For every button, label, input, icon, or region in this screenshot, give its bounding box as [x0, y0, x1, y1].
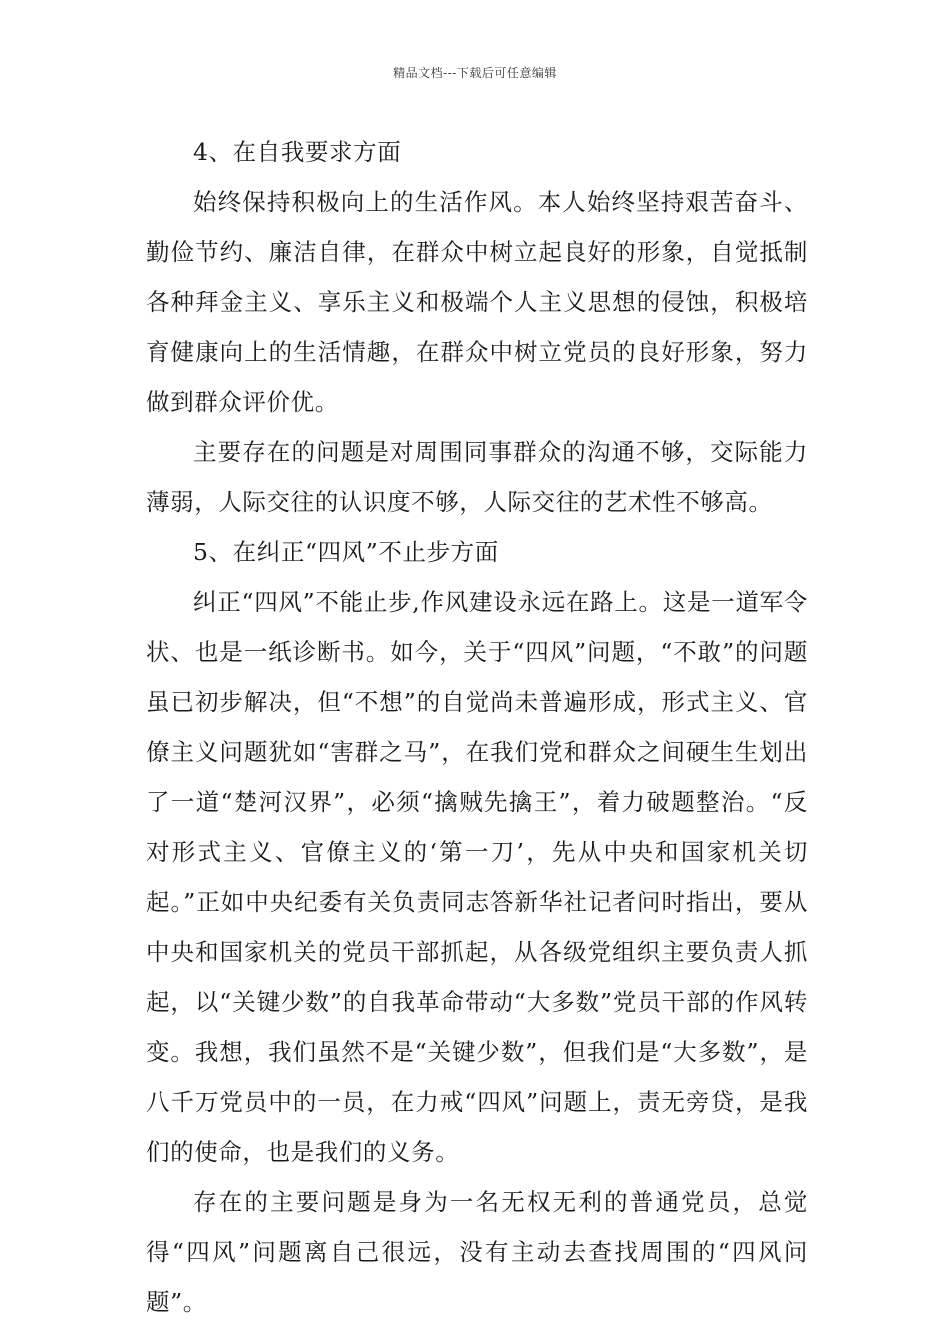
paragraph: 始终保持积极向上的生活作风。本人始终坚持艰苦奋斗、勤俭节约、廉洁自律，在群众中树立起良好的形象，自觉抵制各种拜金主义、享乐主义和极端个人主义思想的侵蚀，积极培育健康向上的生活情趣，在群众中树立党员的良好形象，努力做到群众评价优。 [146, 188, 808, 416]
paragraph: 纠正“四风”不能止步,作风建设永远在路上。这是一道军令状、也是一纸诊断书。如今，关于“四风”问题，“不敢”的问题虽已初步解决，但“不想”的自觉尚未普遍形成，形式主义、官僚主义问题犹如“害群之马”，在我们党和群众之间硬生生划出了一道“楚河汉界”，必须“擒贼先擒王”，着力破题整治。“反对形式主义、官僚主义的‘第一刀’，先从中央和国家机关切起。”正如中央纪委有关负责同志答新华社记者问时指出，要从中央和国家机关的党员干部抓起，从各级党组织主要负责人抓起，以“关键少数”的自我革命带动“大多数”党员干部的作风转变。我想，我们虽然不是“关键少数”，但我们是“大多数”，是八千万党员中的一员，在力戒“四风”问题上，责无旁贷，是我们的使命，也是我们的义务。 [146, 588, 808, 1166]
paragraph: 存在的主要问题是身为一名无权无利的普通党员，总觉得“四风”问题离自己很远，没有主动去查找周围的“四风问题”。 [146, 1188, 808, 1316]
page-header: 精品文档---下载后可任意编辑 [393, 66, 557, 80]
paragraph: 主要存在的问题是对周围同事群众的沟通不够，交际能力薄弱，人际交往的认识度不够，人际交往的艺术性不够高。 [146, 438, 808, 516]
section-heading-5: 5、在纠正“四风”不止步方面 [193, 538, 499, 566]
section-heading-4: 4、在自我要求方面 [193, 138, 402, 166]
document-body [146, 127, 808, 1327]
